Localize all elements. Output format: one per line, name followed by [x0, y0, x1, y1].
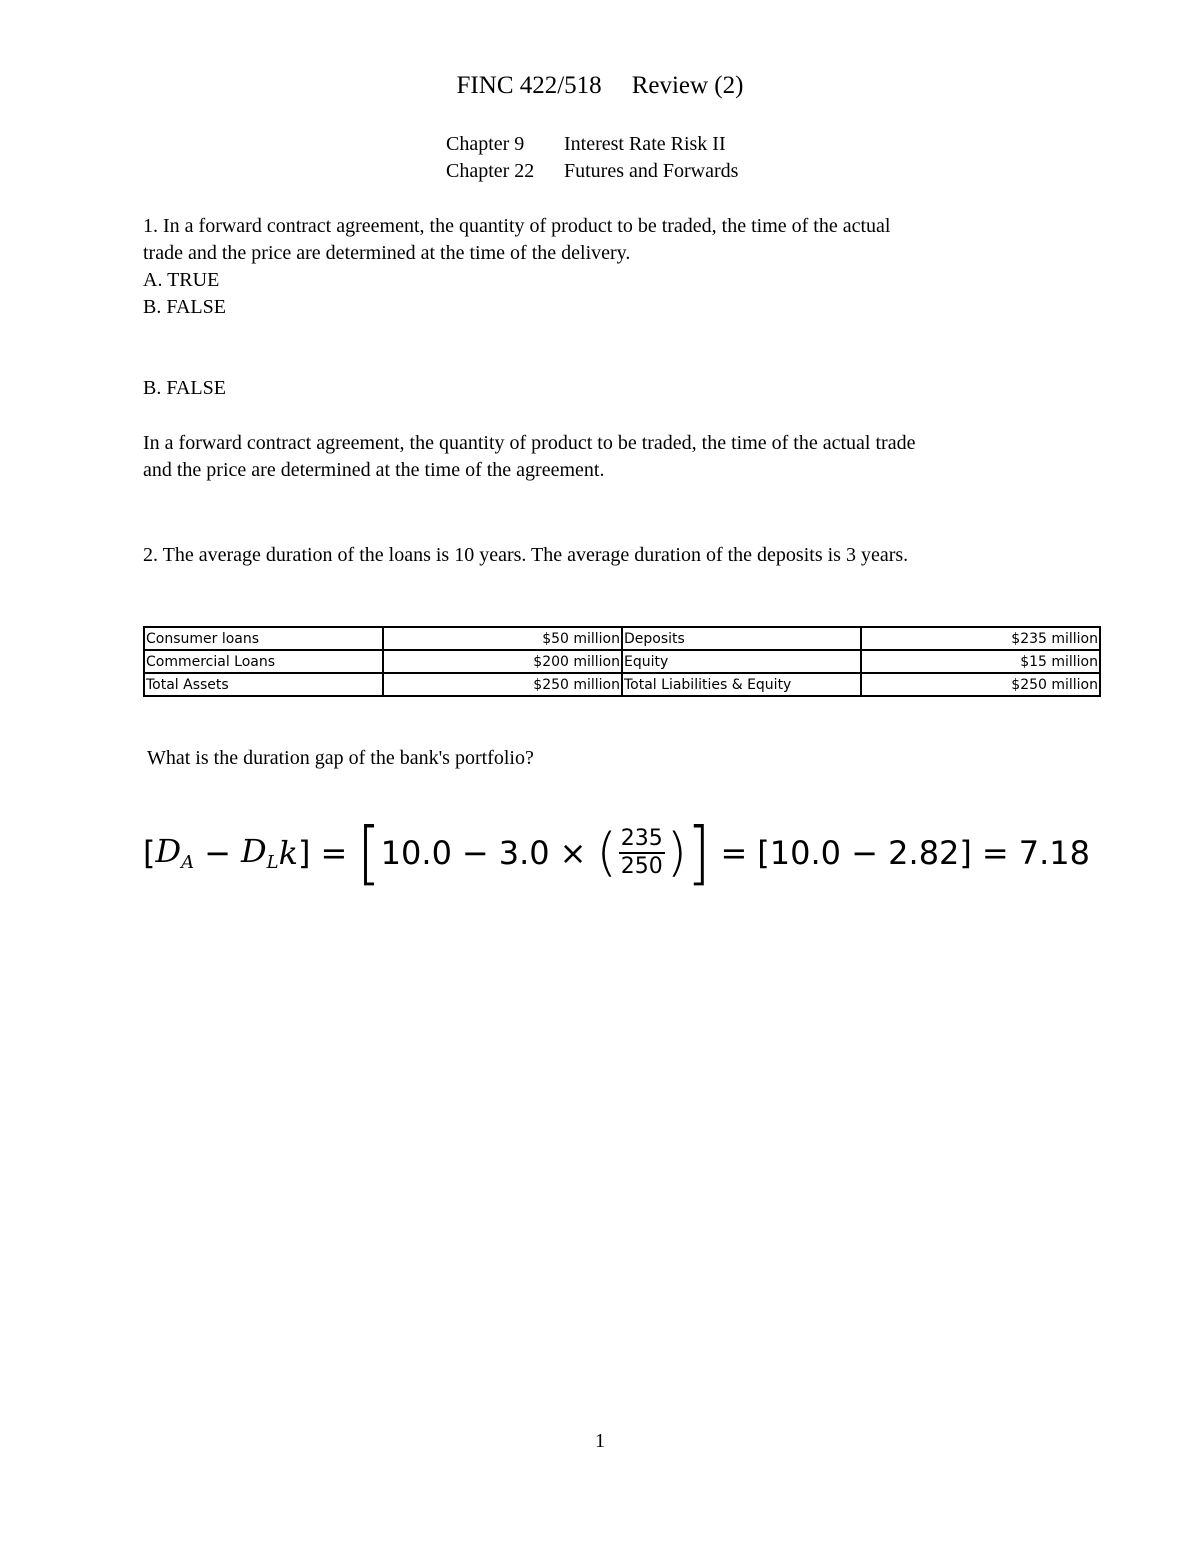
liability-label: Total Liabilities & Equity: [622, 673, 861, 696]
formula-fraction: [619, 826, 665, 880]
q1-question-line-2: trade and the price are determined at the time of the delivery.: [143, 242, 631, 264]
q1-explanation-line-2: and the price are determined at the time of the agreement.: [143, 459, 605, 481]
asset-value: $50 million: [383, 627, 622, 650]
formula-equals: =: [720, 833, 748, 872]
document-title: [0, 72, 1200, 100]
formula-term2: 3.0: [498, 833, 550, 872]
liability-value: $15 million: [861, 650, 1100, 673]
formula-times: ×: [559, 833, 587, 872]
liability-value: $235 million: [861, 627, 1100, 650]
formula-equals: =: [981, 833, 1009, 872]
formula-open-bracket: [: [143, 833, 156, 872]
course-code: FINC 422/518: [456, 72, 602, 99]
q1-option-a: A. TRUE: [143, 269, 220, 291]
liability-label: Deposits: [622, 627, 861, 650]
formula-step2: [10.0 − 2.82]: [757, 833, 972, 872]
q2-prompt: What is the duration gap of the bank's portfolio?: [147, 747, 534, 769]
page-number: 1: [595, 1430, 605, 1452]
chapter-number: Chapter 22: [446, 160, 535, 182]
formula-close-bracket: ]: [297, 833, 311, 872]
formula-close-paren: ): [666, 822, 688, 883]
balance-sheet-table: [143, 626, 1101, 697]
table-row: [144, 650, 1100, 673]
fraction-denominator: 250: [620, 853, 663, 879]
q2-question: 2. The average duration of the loans is 10 years. The average duration of the deposits is 3 years.: [143, 544, 909, 566]
table-row: [144, 627, 1100, 650]
q1-option-b: B. FALSE: [143, 296, 226, 318]
formula-term1: 10.0: [380, 833, 452, 872]
fraction-numerator: 235: [619, 826, 665, 854]
asset-value: $200 million: [383, 650, 622, 673]
liability-value: $250 million: [861, 673, 1100, 696]
duration-gap-formula: [143, 812, 1090, 893]
table-row: [144, 673, 1100, 696]
formula-result: 7.18: [1018, 833, 1090, 872]
asset-label: Total Assets: [144, 673, 383, 696]
review-label: Review (2): [631, 72, 744, 99]
formula-big-close-bracket: ]: [687, 812, 711, 893]
chapter-line-2: [446, 160, 738, 183]
formula-dl: $D_L$: [240, 832, 279, 873]
chapter-number: Chapter 9: [446, 133, 525, 155]
q1-explanation-line-1: In a forward contract agreement, the quantity of product to be traded, the time of the actual trade: [143, 432, 916, 454]
chapter-title: Interest Rate Risk II: [564, 133, 726, 155]
chapter-title: Futures and Forwards: [564, 160, 739, 182]
asset-value: $250 million: [383, 673, 622, 696]
formula-open-paren: (: [596, 822, 617, 883]
asset-label: Consumer loans: [144, 627, 383, 650]
chapter-line-1: [446, 133, 726, 156]
formula-k: k: [278, 833, 298, 872]
formula-big-open-bracket: [: [357, 812, 381, 893]
formula-equals: =: [320, 833, 348, 872]
q1-answer: B. FALSE: [143, 377, 226, 399]
formula-da: $D_A$: [155, 832, 195, 873]
formula-minus: −: [461, 833, 489, 872]
liability-label: Equity: [622, 650, 861, 673]
formula-minus: −: [204, 833, 231, 872]
q1-question-line-1: 1. In a forward contract agreement, the quantity of product to be traded, the time of the actual: [143, 215, 891, 237]
asset-label: Commercial Loans: [144, 650, 383, 673]
